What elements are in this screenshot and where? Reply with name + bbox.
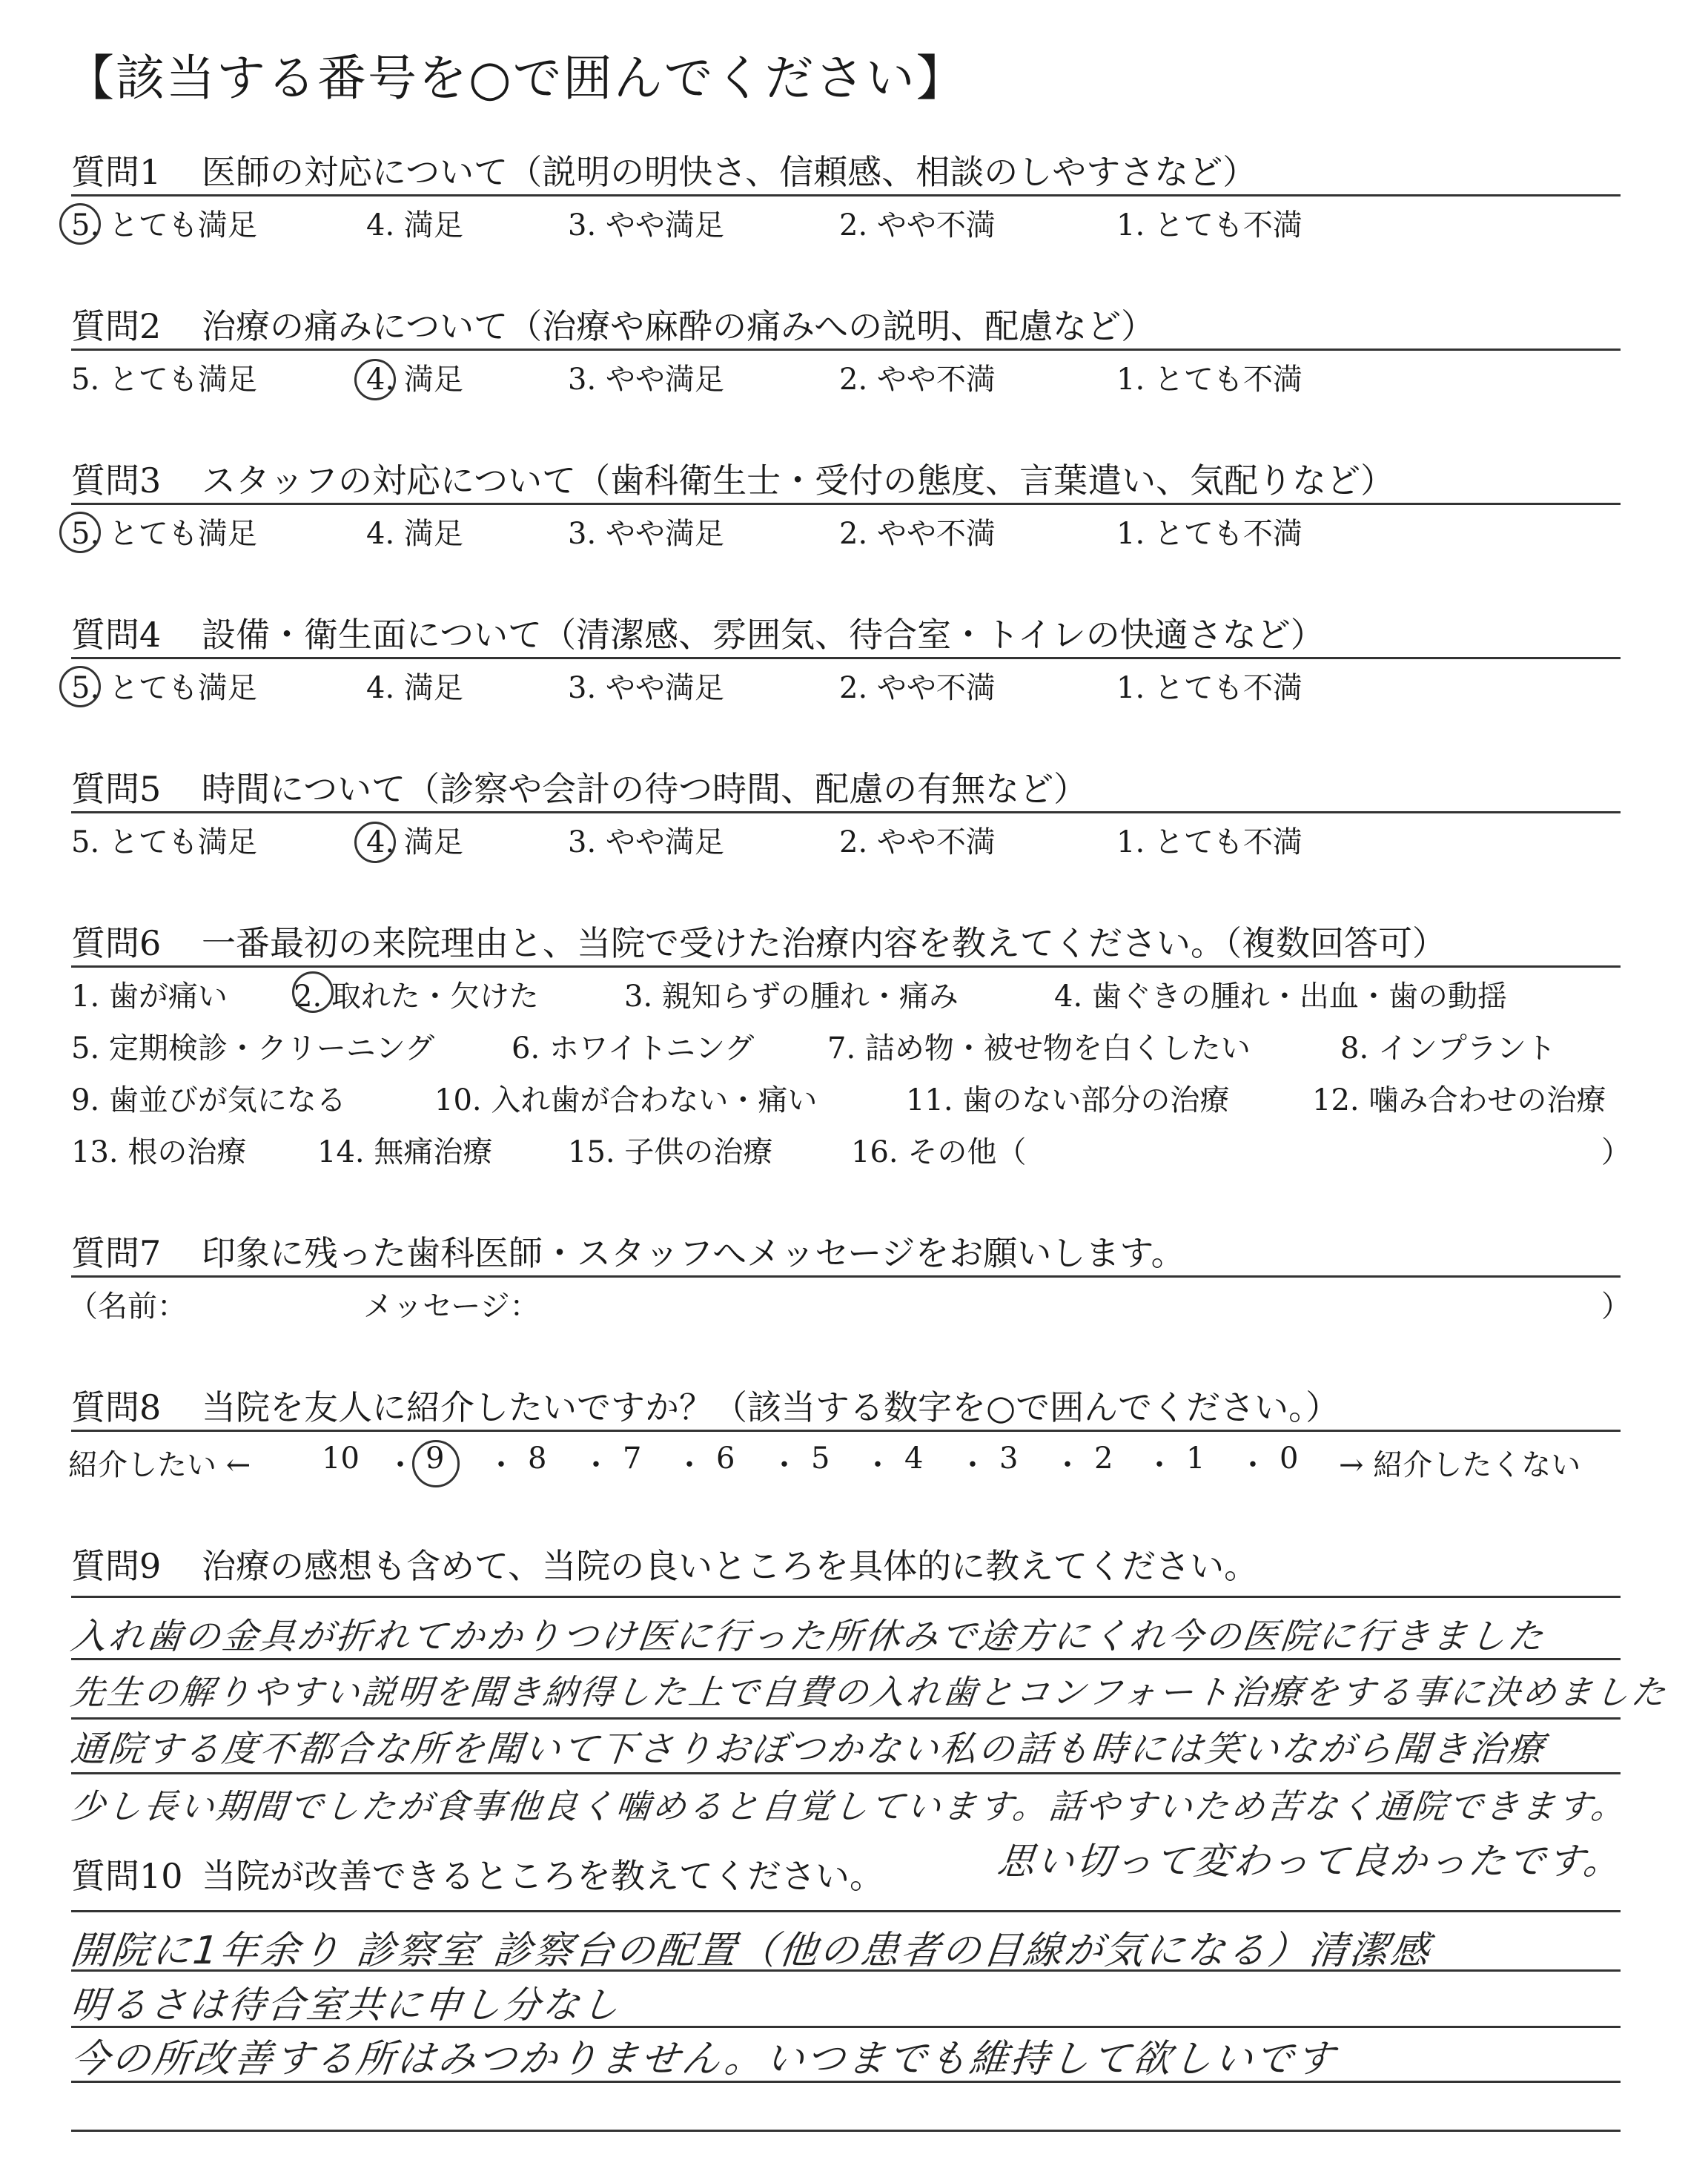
question-number: 質問2 — [71, 306, 162, 346]
question-text: 当院を友人に紹介したいですか？（該当する数字を○で囲んでください。） — [202, 1387, 1340, 1427]
q7-close: ） — [1601, 1289, 1631, 1324]
question-text: 当院が改善できるところを教えてください。 — [202, 1856, 884, 1896]
question-text: 時間について（診察や会計の待つ時間、配慮の有無など） — [202, 769, 1088, 809]
q4-option-1[interactable]: 1. とても不満 — [1116, 671, 1302, 705]
question-text: 医師の対応について（説明の明快さ、信頼感、相談のしやすさなど） — [202, 152, 1257, 192]
q6-option-4[interactable]: 4. 歯ぐきの腫れ・出血・歯の動揺 — [1054, 980, 1507, 1014]
q6-answer-circle — [292, 971, 334, 1013]
q4-option-2[interactable]: 2. やや不満 — [839, 671, 996, 705]
q2-option-2[interactable]: 2. やや不満 — [839, 363, 996, 397]
q6-option-14[interactable]: 14. 無痛治療 — [317, 1135, 493, 1169]
q4-option-4[interactable]: 4. 満足 — [366, 671, 463, 705]
q4-option-5[interactable]: 5. とても満足 — [71, 671, 257, 705]
q8-score-9[interactable]: 9 — [426, 1441, 445, 1476]
question-number: 質問6 — [71, 923, 162, 963]
q2-option-4[interactable]: 4. 満足 — [366, 363, 463, 397]
question-9 — [71, 1539, 1258, 1588]
q2-option-1[interactable]: 1. とても不満 — [1116, 363, 1302, 397]
divider — [71, 349, 1621, 351]
question-text: 治療の感想も含めて、当院の良いところを具体的に教えてください。 — [202, 1546, 1259, 1586]
q1-option-5[interactable]: 5. とても満足 — [71, 208, 257, 242]
q3-option-2[interactable]: 2. やや不満 — [839, 517, 996, 551]
q1-option-1[interactable]: 1. とても不満 — [1116, 208, 1302, 242]
q3-answer-circle — [59, 512, 101, 553]
question-4 — [71, 608, 1325, 657]
q5-option-3[interactable]: 3. やや満足 — [568, 825, 724, 859]
question-10 — [71, 1849, 884, 1898]
question-text: 治療の痛みについて（治療や麻酔の痛みへの説明、配慮など） — [202, 306, 1156, 346]
answer-line — [71, 2081, 1621, 2083]
question-text: スタッフの対応について（歯科衛生士・受付の態度、言葉遣い、気配りなど） — [202, 460, 1395, 501]
q6-option-13[interactable]: 13. 根の治療 — [71, 1135, 247, 1169]
q9-answer-line-4: 少し長い期間でしたが食事他良く噛めると自覚しています。話やすいため苦なく通院できます。 — [68, 1786, 1630, 1826]
answer-line — [71, 1717, 1621, 1720]
question-3 — [71, 454, 1394, 503]
q3-option-4[interactable]: 4. 満足 — [366, 517, 463, 551]
q8-score-4[interactable]: 4 — [904, 1441, 924, 1476]
question-number: 質問8 — [71, 1387, 162, 1427]
divider — [71, 1430, 1621, 1432]
answer-line — [71, 2130, 1621, 2132]
q4-option-3[interactable]: 3. やや満足 — [568, 671, 724, 705]
answer-line — [71, 1772, 1621, 1774]
q8-score-2[interactable]: 2 — [1094, 1441, 1113, 1476]
q8-score-7[interactable]: 7 — [623, 1441, 642, 1476]
answer-line — [71, 1910, 1621, 1912]
q8-score-8[interactable]: 8 — [528, 1441, 547, 1476]
q2-answer-circle — [354, 359, 396, 400]
q5-answer-circle — [354, 822, 396, 863]
q6-option-8[interactable]: 8. インプラント — [1340, 1031, 1556, 1066]
question-7 — [71, 1226, 1185, 1275]
divider — [71, 194, 1621, 196]
q8-score-0[interactable]: 0 — [1280, 1441, 1299, 1476]
divider — [71, 811, 1621, 813]
q6-option-16[interactable]: 16. その他（ — [851, 1135, 1027, 1169]
q10-answer-line-2: 明るさは待合室共に申し分なし — [68, 1984, 623, 2027]
question-1 — [71, 145, 1257, 194]
q6-option-2[interactable]: 2. 取れた・欠けた — [294, 980, 539, 1014]
q5-option-5[interactable]: 5. とても満足 — [71, 825, 257, 859]
question-8 — [71, 1381, 1340, 1430]
divider — [71, 1275, 1621, 1278]
q8-score-6[interactable]: 6 — [716, 1441, 735, 1476]
question-number: 質問3 — [71, 460, 162, 501]
question-2 — [71, 300, 1155, 349]
q9-answer-line-2: 先生の解りやすい説明を聞き納得した上で自費の入れ歯とコンフォート治療をする事に決めました — [68, 1672, 1670, 1712]
q2-option-5[interactable]: 5. とても満足 — [71, 363, 257, 397]
divider — [71, 965, 1621, 968]
answer-line — [71, 1969, 1621, 1972]
q8-score-5[interactable]: 5 — [811, 1441, 830, 1476]
q9-answer-line-1: 入れ歯の金具が折れてかかりつけ医に行った所休みで途方にくれ今の医院に行きました — [68, 1616, 1548, 1657]
divider — [71, 657, 1621, 659]
question-6 — [71, 916, 1446, 965]
q8-right-label: → 紹介したくない — [1339, 1448, 1581, 1482]
question-5 — [71, 762, 1088, 811]
q1-option-3[interactable]: 3. やや満足 — [568, 208, 724, 242]
q3-option-3[interactable]: 3. やや満足 — [568, 517, 724, 551]
q6-option-15[interactable]: 15. 子供の治療 — [568, 1135, 773, 1169]
q8-score-3[interactable]: 3 — [999, 1441, 1019, 1476]
q8-score-10[interactable]: 10 — [322, 1441, 360, 1476]
answer-line — [71, 1596, 1621, 1598]
q6-option-5[interactable]: 5. 定期検診・クリーニング — [71, 1031, 435, 1066]
q6-option-11[interactable]: 11. 歯のない部分の治療 — [906, 1083, 1230, 1117]
question-number: 質問4 — [71, 615, 162, 655]
question-text: 設備・衛生面について（清潔感、雰囲気、待合室・トイレの快適さなど） — [202, 615, 1325, 655]
question-number: 質問9 — [71, 1546, 162, 1586]
q5-option-4[interactable]: 4. 満足 — [366, 825, 463, 859]
q1-option-4[interactable]: 4. 満足 — [366, 208, 463, 242]
q8-score-1[interactable]: 1 — [1186, 1441, 1205, 1476]
question-text: 一番最初の来院理由と、当院で受けた治療内容を教えてください。（複数回答可） — [202, 923, 1446, 963]
q3-option-1[interactable]: 1. とても不満 — [1116, 517, 1302, 551]
q3-option-5[interactable]: 5. とても満足 — [71, 517, 257, 551]
answer-line — [71, 1658, 1621, 1660]
q6-option-9[interactable]: 9. 歯並びが気になる — [71, 1083, 346, 1117]
q6-option-3[interactable]: 3. 親知らずの腫れ・痛み — [624, 980, 959, 1014]
question-number: 質問10 — [71, 1856, 183, 1896]
divider — [71, 503, 1621, 505]
question-text: 印象に残った歯科医師・スタッフへメッセージをお願いします。 — [202, 1233, 1185, 1273]
q8-left-label: 紹介したい ← — [68, 1448, 251, 1482]
q7-name-label: （名前： — [68, 1289, 187, 1324]
question-number: 質問1 — [71, 152, 162, 192]
q10-answer-line-3: 今の所改善する所はみつかりません。いつまでも維持して欲しいです — [68, 2037, 1339, 2081]
instruction-heading: 【該当する番号を○で囲んでください】 — [65, 50, 967, 107]
q5-option-1[interactable]: 1. とても不満 — [1116, 825, 1302, 859]
q6-option-7[interactable]: 7. 詰め物・被せ物を白くしたい — [827, 1031, 1251, 1066]
q9-answer-line-5: 思い切って変わって良かったです。 — [995, 1840, 1626, 1883]
q6-option-12[interactable]: 12. 噛み合わせの治療 — [1312, 1083, 1606, 1117]
q7-message-label: メッセージ： — [363, 1289, 540, 1324]
q1-answer-circle — [59, 203, 101, 245]
question-number: 質問7 — [71, 1233, 162, 1273]
q10-answer-line-1: 開院に1年余り 診察室 診察台の配置（他の患者の目線が気になる）清潔感 — [68, 1929, 1434, 1973]
q6-other-close: ） — [1601, 1135, 1631, 1169]
q2-option-3[interactable]: 3. やや満足 — [568, 363, 724, 397]
question-number: 質問5 — [71, 769, 162, 809]
q6-option-6[interactable]: 6. ホワイトニング — [512, 1031, 755, 1066]
q8-answer-circle — [412, 1440, 460, 1487]
q9-answer-line-3: 通院する度不都合な所を聞いて下さりおぼつかない私の話も時には笑いながら聞き治療 — [68, 1728, 1548, 1770]
q1-option-2[interactable]: 2. やや不満 — [839, 208, 996, 242]
q4-answer-circle — [59, 666, 101, 707]
q5-option-2[interactable]: 2. やや不満 — [839, 825, 996, 859]
q6-option-10[interactable]: 10. 入れ歯が合わない・痛い — [434, 1083, 818, 1117]
survey-sheet: 【該当する番号を○で囲んでください】 質問1 医師の対応について（説明の明快さ、信頼感、相談のしやすさなど） 5. とても満足 4. 満足 3. やや満足 2. やや不満 1. とても不満 質問2 治療の痛みについて（治療や麻酔の痛みへの説明、配慮など） 5. とても満足 4. 満足 3. やや満足 2. やや不満 1. とても不満 質問3 スタッフの対応について（歯科衛生士・受付の態度、言葉遣い、気配りなど） 5. とても満足 4. 満足 3. やや満足 2. やや不満 1. とても不満 質問4 設備・衛生面について（清潔感、雰囲気、待合室・トイレの快適さなど） 5. とても満足 4. 満足 3. やや満足 2. やや不満 1. とても不満 質問5 時間について（診察や会計の待つ時間、配慮の有無など） 5. とても満足 4. 満足 3. やや満足 2. やや不満 1. とても不満 質問6 一番最初の来院理由と、当院で受けた治療内容を教えてください。（複数回答可） 1. 歯が痛い 2. 取れた・欠けた 3. 親知らずの腫れ・痛み 4. 歯ぐきの腫れ・出血・歯の動揺 5. 定期検診・クリーニング 6. ホワイトニング 7. 詰め物・被せ物を白くしたい 8. インプラント 9. 歯並びが気になる 10. 入れ歯が合わない・痛い 11. 歯のない部分の治療 12. 噛み合わせの治療 13. 根の治療 14. 無痛治療 15. 子供の治療 16. その他（ ） 質問7 印象に残った歯科医師・スタッフへメッセージをお願いします。 （名前： メッセージ： ） 質問8 当院を友人に紹介したいですか？（該当する数字を○で囲んでください。） 紹介したい ← 10 9 8 7 6 5 4 3 2 1 0 → 紹介したくない ・ ・ ・ ・ ・ ・ ・ ・ ・ ・ 質問9 治療の感想も含めて、当院の良いところを具体的に教えてください。 入れ歯の金具が折れてかかりつけ医に行った所休みで途方にくれ今の医院に行きました 先生の解りやすい説明を聞き納得した上で自費の入れ歯とコンフォート治療をする事に決めました 通院する度不都合な所を聞いて下さりおぼつかない私の話も時には笑いながら聞き治療 少し長い期間でしたが食事他良く噛めると自覚しています。話やすいため苦なく通院できます。 思い切って変わって良かったです。 質問10 当院が改善できるところを教えてください。 開院に1年余り 診察室 診察台の配置（他の患者の目線が気になる）清潔感 明るさは待合室共に申し分なし 今の所改善する所はみつかりません。いつまでも維持して欲しいです — [0, 0, 1708, 2160]
q6-option-1[interactable]: 1. 歯が痛い — [71, 980, 228, 1014]
